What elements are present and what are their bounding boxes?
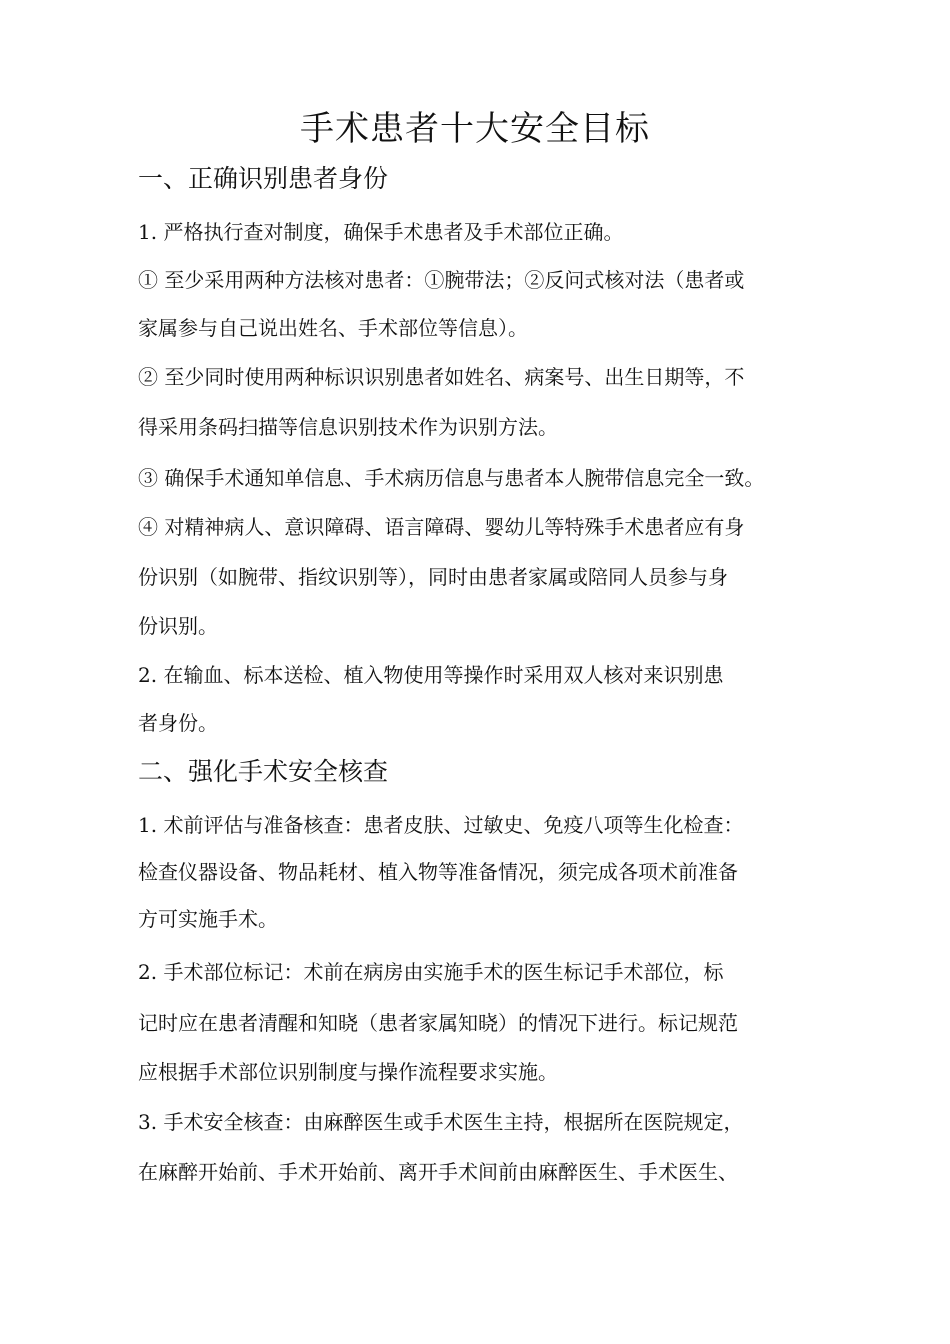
paragraph-line: 3. 手术安全核查：由麻醉医生或手术医生主持，根据所在医院规定， (138, 1110, 744, 1134)
paragraph-line: 1. 术前评估与准备核查：患者皮肤、过敏史、免疫八项等生化检查： (138, 813, 744, 837)
paragraph-line: 份识别。 (138, 614, 218, 638)
paragraph-line: ④ 对精神病人、意识障碍、语言障碍、婴幼儿等特殊手术患者应有身 (138, 515, 745, 539)
paragraph-line: ② 至少同时使用两种标识识别患者如姓名、病案号、出生日期等，不 (138, 365, 745, 389)
paragraph-line: 在麻醉开始前、手术开始前、离开手术间前由麻醉医生、手术医生、 (138, 1160, 738, 1184)
paragraph-line: 方可实施手术。 (138, 907, 278, 931)
paragraph-line: 2. 在输血、标本送检、植入物使用等操作时采用双人核对来识别患 (138, 663, 724, 687)
paragraph-line: 者身份。 (138, 711, 218, 735)
paragraph-line: 1. 严格执行查对制度，确保手术患者及手术部位正确。 (138, 220, 624, 244)
paragraph-line: 检查仪器设备、物品耗材、植入物等准备情况，须完成各项术前准备 (138, 860, 738, 884)
paragraph-line: 家属参与自己说出姓名、手术部位等信息）。 (138, 316, 528, 340)
paragraph-line: 记时应在患者清醒和知晓（患者家属知晓）的情况下进行。标记规范 (138, 1011, 738, 1035)
paragraph-line: 份识别（如腕带、指纹识别等），同时由患者家属或陪同人员参与身 (138, 565, 728, 589)
paragraph-line: ③ 确保手术通知单信息、手术病历信息与患者本人腕带信息完全一致。 (138, 466, 765, 490)
paragraph-line: 2. 手术部位标记：术前在病房由实施手术的医生标记手术部位，标 (138, 960, 724, 984)
section-heading-1: 一、正确识别患者身份 (138, 164, 389, 193)
paragraph-line: 得采用条码扫描等信息识别技术作为识别方法。 (138, 415, 558, 439)
paragraph-line: ① 至少采用两种方法核对患者：①腕带法；②反问式核对法（患者或 (138, 268, 745, 292)
document-title: 手术患者十大安全目标 (300, 109, 650, 149)
section-heading-2: 二、强化手术安全核查 (138, 757, 389, 786)
paragraph-line: 应根据手术部位识别制度与操作流程要求实施。 (138, 1060, 558, 1084)
